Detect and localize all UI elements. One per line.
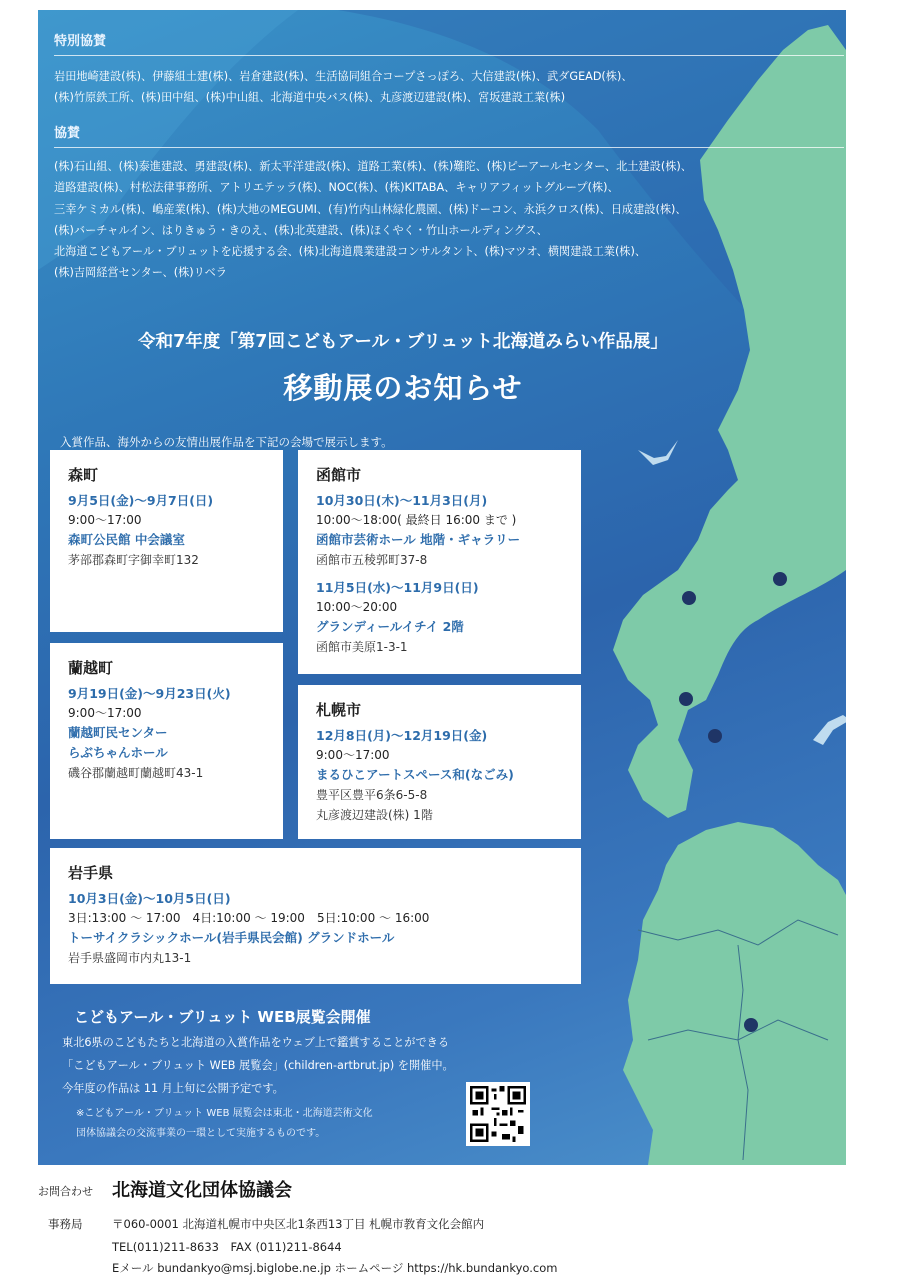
map-dot-rankoshi [679,692,693,706]
qr-code-icon[interactable] [466,1082,530,1146]
map-dot-hakodate [708,729,722,743]
venue-date: 12月8日(月)〜12月19日(金) [316,728,488,743]
sponsor-line: (株)竹原鉄工所、(株)田中組、(株)中山組、北海道中央バス(株)、丸彦渡辺建設(株)、宮坂建設工業(株) [54,91,566,105]
office-label: 事務局 [48,1217,83,1231]
sponsor-line: 岩田地崎建設(株)、伊藤組土建(株)、岩倉建設(株)、生活協同組合コープさっぽろ、大信建設(株)、武ダGEAD(株)、 [54,70,633,83]
contact-label: お問合わせ [38,1185,93,1198]
special-sponsors-list [54,66,633,109]
venue-city: 札幌市 [316,701,362,719]
venue-city: 函館市 [316,466,362,484]
venue-city: 森町 [68,466,99,484]
sponsor-line: (株)石山組、(株)泰進建設、勇建設(株)、新太平洋建設(株)、道路工業(株)、(株)難陀、(株)ピーアールセンター、北土建設(株)、 [54,160,692,173]
tel-fax: TEL(011)211-8633 FAX (011)211-8644 [112,1240,342,1254]
organization-name: 北海道文化団体協議会 [112,1180,292,1201]
event-title: 令和7年度「第7回こどもアール・ブリュット北海道みらい作品展」 [138,332,668,352]
divider [54,147,844,148]
map-dot-morimachi [682,591,696,605]
web-text: 「こどもアール・ブリュット WEB 展覧会」(children-artbrut.jp) を開催中。 [62,1059,454,1072]
venue-place: らぶちゃんホール [68,745,168,760]
venue-place: まるひこアートスペース和(なごみ) [316,767,514,782]
venue-place: 蘭越町民センター [68,725,168,740]
venue-date: 10月30日(木)〜11月3日(月) [316,493,488,508]
venue-card-sapporo [298,685,581,839]
venue-date: 11月5日(水)〜11月9日(日) [316,580,479,595]
venue-address: 豊平区豊平6条6-5-8 [316,788,428,802]
venue-time: 10:00〜20:00 [316,600,398,614]
venue-address: 岩手県盛岡市内丸13-1 [68,951,192,965]
web-exhibition-title: こどもアール・ブリュット WEB展覧会開催 [74,1008,371,1026]
bird-icon-2 [813,715,846,745]
venue-card-iwate [50,848,581,984]
venue-card-rankoshi [50,643,283,839]
sponsor-line: 北海道こどもアール・ブリュットを応援する会、(株)北海道農業建設コンサルタント、(株)マツオ、横関建設工業(株)、 [54,245,647,259]
map-dot-hakodate-north [773,572,787,586]
map-dot-iwate [744,1018,758,1032]
venue-address: 丸彦渡辺建設(株) 1階 [316,808,433,822]
venue-time: 9:00〜17:00 [68,706,142,720]
sponsor-line: 三幸ケミカル(株)、嶋産業(株)、(株)大地のMEGUMI、(有)竹内山林緑化農園、(株)ドーコン、永浜クロス(株)、日成建設(株)、 [54,202,687,216]
sponsor-line: (株)吉岡経営センター、(株)リベラ [54,266,227,280]
venue-address: 磯谷郡蘭越町蘭越町43-1 [68,766,204,780]
bird-icon-1 [638,440,678,465]
sponsor-line: (株)バーチャルイン、はりきゅう・きのえ、(株)北英建設、(株)ほくやく・竹山ホールディングス、 [54,223,548,237]
event-subtitle: 移動展のお知らせ [283,371,523,405]
special-sponsors-title: 特別協賛 [54,34,107,49]
venue-card-hakodate [298,450,581,674]
venue-place: トーサイクラシックホール(岩手県民会館) グランドホール [68,930,395,945]
venue-time: 10:00〜18:00( 最終日 16:00 まで ) [316,513,517,527]
venue-place: 函館市芸術ホール 地階・ギャラリー [316,532,521,547]
intro-text: 入賞作品、海外からの友情出展作品を下記の会場で展示します。 [60,435,393,449]
venue-place: グランディールイチイ 2階 [316,619,464,634]
web-note: 団体協議会の交流事業の一環として実施するものです。 [76,1128,326,1139]
venue-city: 岩手県 [68,864,114,882]
divider [54,55,844,56]
sponsors-list [54,156,692,284]
venue-date: 9月19日(金)〜9月23日(火) [68,686,231,701]
venue-time: 9:00〜17:00 [316,748,390,762]
venue-time: 9:00〜17:00 [68,513,142,527]
tohoku-land [623,822,846,1165]
web-text: 今年度の作品は 11 月上旬に公開予定です。 [62,1082,284,1095]
venue-place: 森町公民館 中会議室 [68,532,185,547]
sponsors-title: 協賛 [54,126,81,141]
venue-date: 9月5日(金)〜9月7日(日) [68,493,214,508]
email-homepage: Eメール bundankyo@msj.biglobe.ne.jp ホームページ https://hk.bundankyo.com [112,1261,558,1275]
venue-address: 函館市五稜郭町37-8 [316,553,428,567]
sponsor-line: 道路建設(株)、村松法律事務所、アトリエテッラ(株)、NOC(株)、(株)KITABA、キャリアフィットグループ(株)、 [54,181,619,195]
venue-address: 茅部郡森町字御幸町132 [68,553,199,567]
venue-card-morimachi [50,450,283,632]
web-note: ※こどもアール・ブリュット WEB 展覧会は東北・北海道芸術文化 [76,1108,373,1119]
venue-address: 函館市美原1-3-1 [316,640,408,654]
office-address: 〒060-0001 北海道札幌市中央区北1条西13丁目 札幌市教育文化会館内 [112,1217,485,1231]
venue-time: 3日:13:00 〜 17:00 4日:10:00 〜 19:00 5日:10:00 〜 16:00 [68,911,430,925]
web-text: 東北6県のこどもたちと北海道の入賞作品をウェブ上で鑑賞することができる [62,1036,450,1049]
venue-city: 蘭越町 [68,659,114,677]
venue-date: 10月3日(金)〜10月5日(日) [68,891,231,906]
poster [38,10,846,1165]
